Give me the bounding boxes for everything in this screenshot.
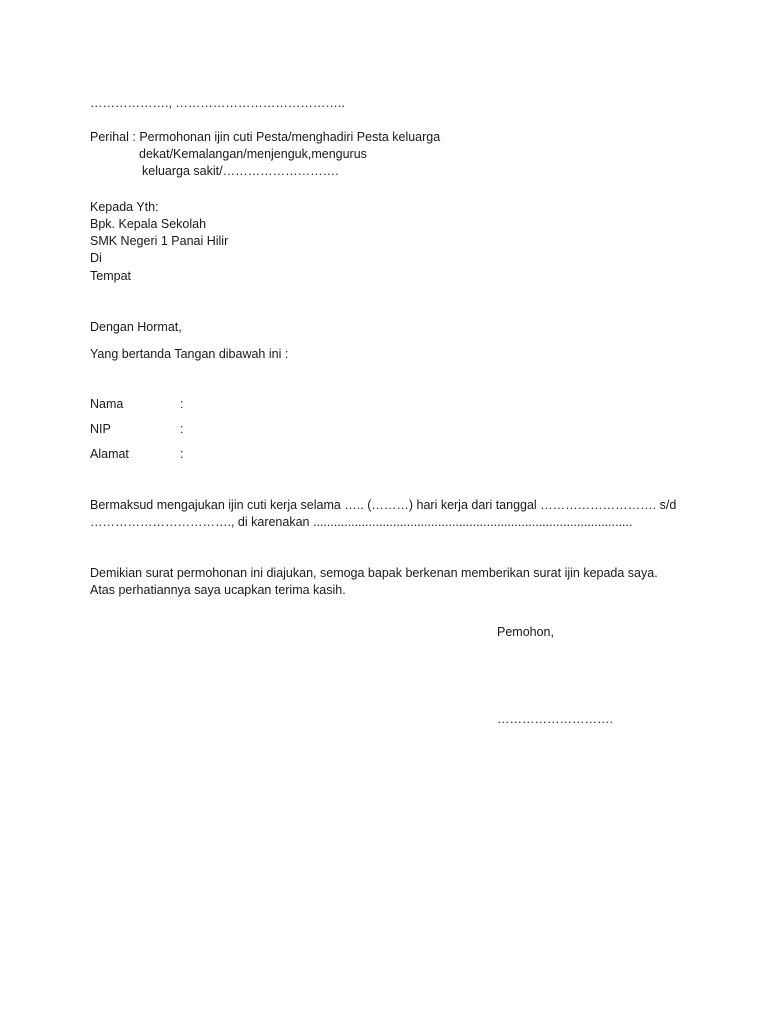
field-label-nip: NIP	[90, 422, 111, 436]
field-colon-nama: :	[180, 397, 184, 411]
subject-line-1: Perihal : Permohonan ijin cuti Pesta/menghadiri Pesta keluarga	[90, 130, 441, 144]
field-label-nama: Nama	[90, 397, 124, 411]
recipient-line-3: SMK Negeri 1 Panai Hilir	[90, 234, 229, 248]
recipient-line-4: Di	[90, 251, 102, 265]
closing-line-1: Demikian surat permohonan ini diajukan, semoga bapak berkenan memberikan surat ijin kepada saya.	[90, 566, 658, 580]
body-line-2: ……………………………., di karenakan ............................................................................................	[90, 515, 633, 529]
recipient-line-2: Bpk. Kepala Sekolah	[90, 217, 207, 231]
signature-name-placeholder: ……………………….	[497, 712, 613, 726]
subject-line-3: keluarga sakit/……………………….	[142, 164, 339, 178]
recipient-line-5: Tempat	[90, 269, 131, 283]
closing-line-2: Atas perhatiannya saya ucapkan terima kasih.	[90, 583, 346, 597]
greeting: Dengan Hormat,	[90, 320, 182, 334]
place-date-line: ………………., …………………………………..	[90, 96, 345, 110]
field-label-alamat: Alamat	[90, 447, 129, 461]
signature-label: Pemohon,	[497, 625, 554, 639]
field-colon-nip: :	[180, 422, 184, 436]
subject-line-2: dekat/Kemalangan/menjenguk,mengurus	[139, 147, 367, 161]
field-colon-alamat: :	[180, 447, 184, 461]
body-line-1: Bermaksud mengajukan ijin cuti kerja selama ….. (………) hari kerja dari tanggal ………………………. s/d	[90, 498, 677, 512]
recipient-line-1: Kepada Yth:	[90, 200, 159, 214]
intro-line: Yang bertanda Tangan dibawah ini :	[90, 347, 289, 361]
